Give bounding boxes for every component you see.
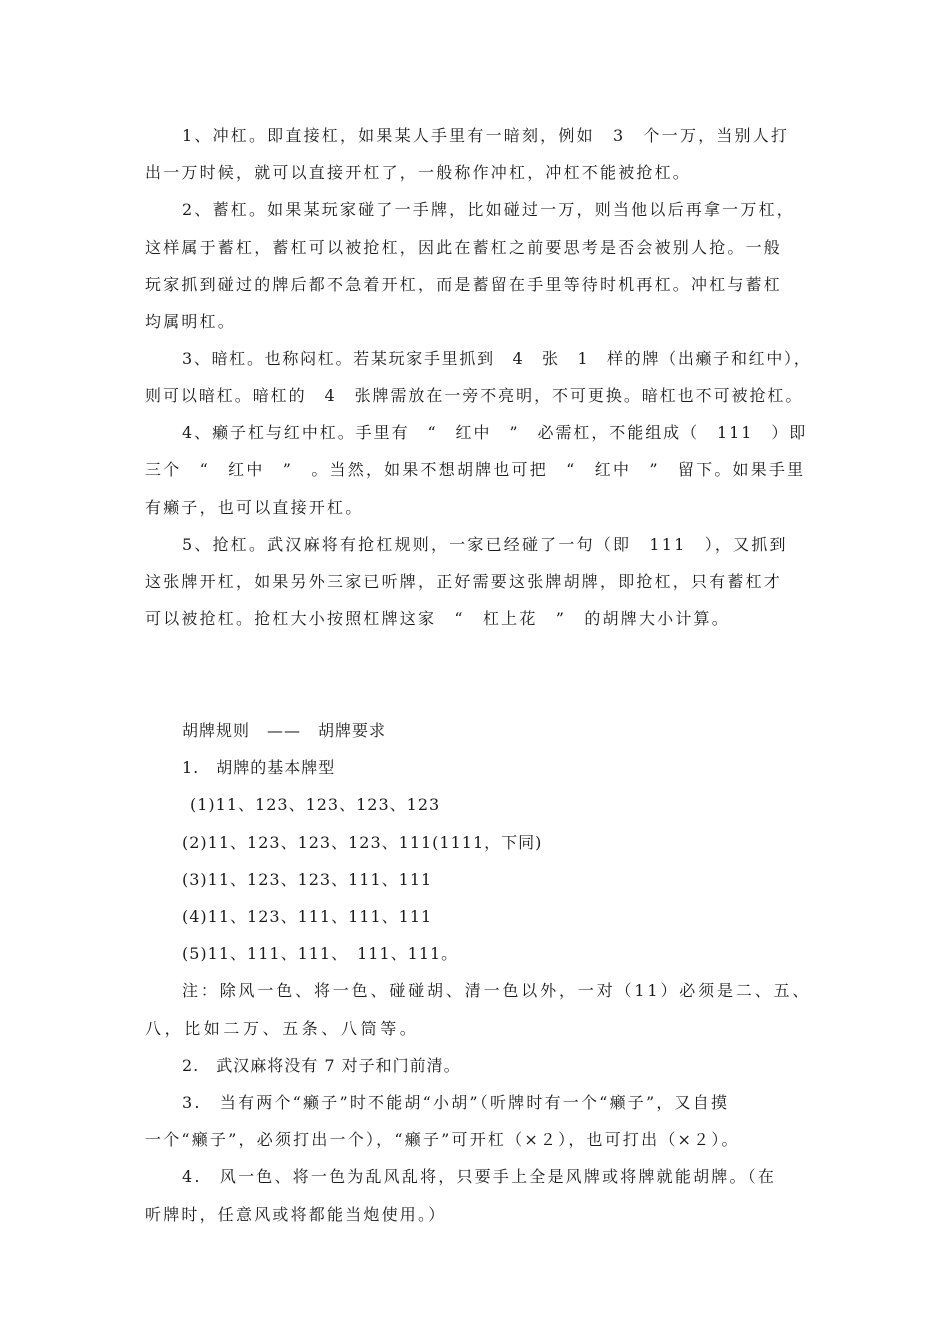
rule-qianggang-line-3: 可以被抢杠。抢杠大小按照杠牌这家 “ 杠上花 ” 的胡牌大小计算。: [145, 609, 730, 628]
rule-chonggang-line-1: 1、冲杠。即直接杠，如果某人手里有一暗刻，例如 3 个一万，当别人打: [182, 126, 790, 145]
rule-qianggang-line-2: 这张牌开杠，如果另外三家已听牌，正好需要这张牌胡牌，即抢杠，只有蓄杠才: [145, 572, 783, 591]
rule-laizigang-line-3: 有癞子，也可以直接开杠。: [145, 498, 364, 517]
rule-chonggang-line-2: 出一万时候，就可以直接开杠了，一般称作冲杠，冲杠不能被抢杠。: [145, 163, 692, 182]
rule-angang-line-1: 3、暗杠。也称闷杠。若某玩家手里抓到 4 张 1 样的牌（出癞子和红中），: [182, 349, 812, 368]
rule-xugang-line-3: 玩家抓到碰过的牌后都不急着开杠，而是蓄留在手里等待时机再杠。冲杠与蓄杠: [145, 275, 783, 294]
section-heading: 胡牌规则 —— 胡牌要求: [182, 721, 387, 740]
item-4-line-1: 4. 风一色、将一色为乱风乱将，只要手上全是风牌或将牌就能胡牌。（在: [182, 1167, 777, 1186]
rule-angang-line-2: 则可以暗杠。暗杠的 4 张牌需放在一旁不亮明，不可更换。暗杠也不可被抢杠。: [145, 386, 804, 405]
rule-laizigang-line-1: 4、癞子杠与红中杠。手里有 “ 红中 ” 必需杠，不能组成（ 111 ）即: [182, 423, 808, 442]
pattern-3: (3)11、123、123、111、111: [182, 870, 433, 889]
pattern-1: (1)11、123、123、123、123: [190, 795, 441, 814]
item-2: 2. 武汉麻将没有 7 对子和门前清。: [182, 1056, 461, 1075]
rule-qianggang-line-1: 5、抢杠。武汉麻将有抢杠规则，一家已经碰了一句（即 111 ），又抓到: [182, 535, 788, 554]
pattern-2: (2)11、123、123、123、111(1111，下同): [182, 833, 543, 852]
pattern-5: (5)11、111、111、 111、111。: [182, 944, 459, 963]
item-3-line-1: 3. 当有两个“癞子”时不能胡“小胡”（听牌时有一个“癞子”，又自摸: [182, 1093, 730, 1112]
item-3-line-2: 一个“癞子”，必须打出一个），“癞子”可开杠（×２），也可打出（×２）。: [145, 1130, 740, 1149]
rule-xugang-line-1: 2、蓄杠。如果某玩家碰了一手牌，比如碰过一万，则当他以后再拿一万杠，: [182, 200, 795, 219]
note-line-1: 注：除风一色、将一色、碰碰胡、清一色以外，一对（11）必须是二、五、: [182, 981, 812, 1000]
note-line-2: 八，比如二万、五条、八筒等。: [145, 1019, 420, 1038]
rule-xugang-line-2: 这样属于蓄杠，蓄杠可以被抢杠，因此在蓄杠之前要思考是否会被别人抢。一般: [145, 238, 783, 257]
item-4-line-2: 听牌时，任意风或将都能当炮使用。）: [145, 1205, 447, 1224]
rule-xugang-line-4: 均属明杠。: [145, 312, 237, 331]
pattern-4: (4)11、123、111、111、111: [182, 907, 433, 926]
rule-laizigang-line-2: 三个 “ 红中 ” 。当然，如果不想胡牌也可把 “ 红中 ” 留下。如果手里: [145, 460, 806, 479]
item-1-title: 1. 胡牌的基本牌型: [182, 758, 336, 777]
